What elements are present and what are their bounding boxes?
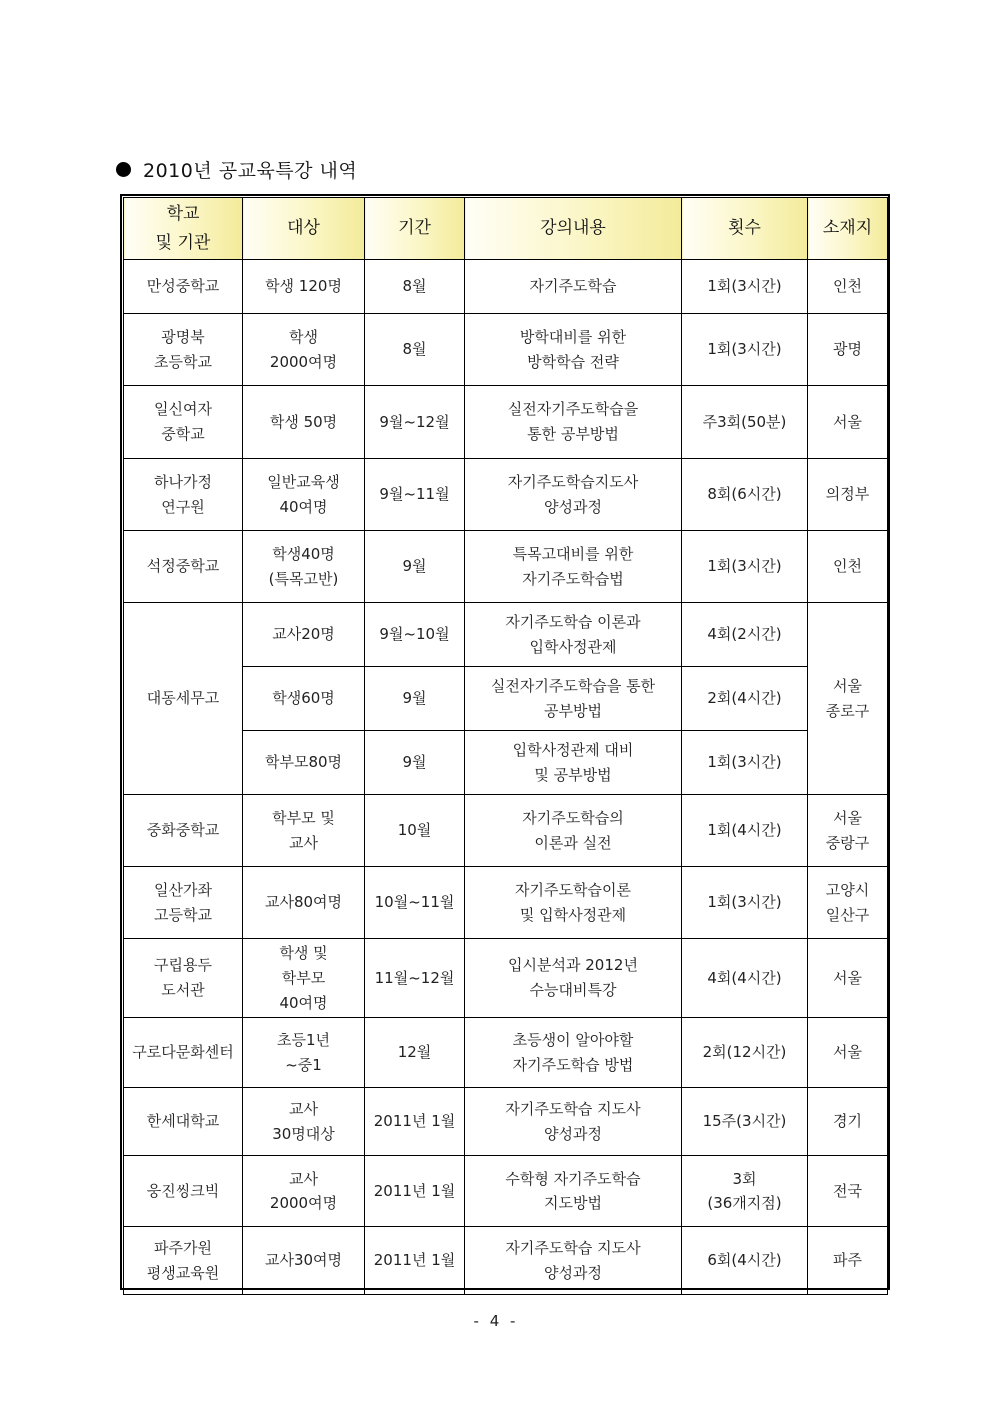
school-cell-line: 하나가정 xyxy=(154,472,212,491)
location-cell-line: 종로구 xyxy=(825,701,870,720)
school-cell-line: 평생교육원 xyxy=(146,1263,220,1282)
target-cell-line: 교사 xyxy=(289,833,318,852)
school-cell xyxy=(124,314,243,386)
count-cell xyxy=(682,531,808,603)
target-cell xyxy=(243,603,365,667)
count-cell xyxy=(682,1088,808,1156)
school-cell-line: 구로다문화센터 xyxy=(132,1043,234,1062)
table-row xyxy=(124,459,888,531)
target-cell xyxy=(243,1227,365,1295)
lecture-table-frame xyxy=(120,194,890,1290)
period-cell-line: 9월 xyxy=(402,689,427,708)
content-cell-line: 자기주도학습의 xyxy=(522,808,624,827)
school-cell xyxy=(124,260,243,314)
count-cell-line: 6회(4시간) xyxy=(707,1251,782,1270)
location-cell-line: 일산구 xyxy=(825,905,870,924)
content-cell-line: 방학학습 전략 xyxy=(527,352,619,371)
period-cell-line: 2011년 1월 xyxy=(373,1112,456,1131)
content-cell-line: 실전자기주도학습을 xyxy=(507,400,639,419)
period-cell xyxy=(365,731,465,795)
period-cell-line: 8월 xyxy=(402,340,427,359)
count-cell xyxy=(682,459,808,531)
content-cell xyxy=(465,531,682,603)
content-cell-line: 자기주도학습 방법 xyxy=(512,1055,634,1074)
header-content: 강의내용 xyxy=(465,198,682,260)
period-cell-line: 12월 xyxy=(397,1043,432,1062)
school-cell xyxy=(124,603,243,795)
target-cell xyxy=(243,1156,365,1227)
location-cell-line: 서울 xyxy=(833,1043,862,1062)
period-cell-line: 2011년 1월 xyxy=(373,1251,456,1270)
period-cell xyxy=(365,795,465,867)
location-cell-line: 전국 xyxy=(833,1181,862,1200)
content-cell xyxy=(465,795,682,867)
header-period: 기간 xyxy=(365,198,465,260)
count-cell-line: 1회(3시간) xyxy=(707,753,782,772)
target-cell xyxy=(243,939,365,1018)
table-row xyxy=(124,867,888,939)
count-cell-line: 15주(3시간) xyxy=(702,1112,787,1131)
period-cell xyxy=(365,1018,465,1088)
count-cell-line: 1회(4시간) xyxy=(707,821,782,840)
content-cell-line: 특목고대비를 위한 xyxy=(512,544,634,563)
content-cell xyxy=(465,603,682,667)
count-cell-line: (36개지점) xyxy=(707,1194,782,1213)
content-cell xyxy=(465,667,682,731)
content-cell-line: 및 입학사정관제 xyxy=(519,905,627,924)
target-cell-line: 교사 xyxy=(289,1100,318,1118)
school-cell-line: 대동세무고 xyxy=(146,689,220,708)
target-cell xyxy=(243,1088,365,1156)
location-cell-line: 서울 xyxy=(833,808,862,827)
target-cell-line: 2000여명 xyxy=(269,352,338,371)
school-cell-line: 웅진씽크빅 xyxy=(146,1181,220,1200)
content-cell xyxy=(465,1088,682,1156)
count-cell-line: 1회(3시간) xyxy=(707,277,782,296)
school-cell-line: 광명북 xyxy=(161,327,205,346)
count-cell-line: 4회(2시간) xyxy=(707,625,782,644)
content-cell-line: 수학형 자기주도학습 xyxy=(505,1169,641,1188)
school-cell xyxy=(124,1088,243,1156)
table-row xyxy=(124,386,888,459)
location-cell xyxy=(808,1156,888,1227)
content-cell-line: 지도방법 xyxy=(544,1194,602,1213)
count-cell-line: 3회 xyxy=(732,1169,757,1188)
table-row xyxy=(124,795,888,867)
content-cell-line: 자기주도학습지도사 xyxy=(507,472,639,491)
content-cell xyxy=(465,314,682,386)
target-cell-line: 학부모80명 xyxy=(264,753,343,772)
location-cell xyxy=(808,314,888,386)
school-cell-line: 초등학교 xyxy=(154,352,212,371)
period-cell xyxy=(365,459,465,531)
content-cell xyxy=(465,867,682,939)
target-cell xyxy=(243,867,365,939)
table-row xyxy=(124,1156,888,1227)
location-cell-line: 파주 xyxy=(833,1251,862,1270)
period-cell xyxy=(365,939,465,1018)
school-cell-line: 도서관 xyxy=(161,981,205,1000)
target-cell xyxy=(243,731,365,795)
target-cell-line: 40여명 xyxy=(279,497,328,516)
location-cell xyxy=(808,867,888,939)
target-cell xyxy=(243,667,365,731)
content-cell-line: 입학사정관제 xyxy=(529,637,617,656)
content-cell-line: 통한 공부방법 xyxy=(527,425,619,443)
school-cell-line: 일신여자 xyxy=(154,400,212,419)
location-cell-line: 인천 xyxy=(833,277,862,296)
content-cell xyxy=(465,1018,682,1088)
school-cell-line: 고등학교 xyxy=(154,905,212,924)
location-cell-line: 경기 xyxy=(833,1112,862,1131)
target-cell xyxy=(243,1018,365,1088)
content-cell xyxy=(465,939,682,1018)
period-cell-line: 9월~11월 xyxy=(379,485,450,504)
period-cell xyxy=(365,1227,465,1295)
target-cell-line: 40여명 xyxy=(279,993,328,1012)
target-cell xyxy=(243,386,365,459)
content-cell-line: 자기주도학습 이론과 xyxy=(505,612,641,631)
heading-text: 2010년 공교육특강 내역 xyxy=(143,159,358,182)
period-cell xyxy=(365,260,465,314)
count-cell xyxy=(682,731,808,795)
content-cell-line: 양성과정 xyxy=(544,1263,602,1282)
page-number: - 4 - xyxy=(473,1312,519,1330)
count-cell xyxy=(682,386,808,459)
target-cell xyxy=(243,314,365,386)
location-cell-line: 서울 xyxy=(833,968,862,987)
count-cell-line: 8회(6시간) xyxy=(707,485,782,504)
content-cell-line: 자기주도학습 지도사 xyxy=(505,1239,641,1257)
count-cell-line: 1회(3시간) xyxy=(707,340,782,359)
count-cell xyxy=(682,939,808,1018)
content-cell-line: 자기주도학습 xyxy=(529,277,617,296)
period-cell-line: 9월~10월 xyxy=(379,625,450,644)
content-cell-line: 실전자기주도학습을 통한 xyxy=(490,676,656,695)
period-cell xyxy=(365,1088,465,1156)
target-cell-line: 초등1년 xyxy=(276,1031,330,1049)
content-cell-line: 입학사정관제 대비 xyxy=(512,740,634,759)
target-cell-line: 교사20명 xyxy=(272,625,335,644)
content-cell-line: 자기주도학습이론 xyxy=(515,880,631,899)
school-cell xyxy=(124,795,243,867)
period-cell xyxy=(365,1156,465,1227)
content-cell-line: 양성과정 xyxy=(544,497,602,516)
school-cell xyxy=(124,1156,243,1227)
location-cell xyxy=(808,459,888,531)
content-cell-line: 수능대비특강 xyxy=(529,981,617,1000)
location-cell xyxy=(808,939,888,1018)
table-row xyxy=(124,314,888,386)
period-cell xyxy=(365,314,465,386)
location-cell xyxy=(808,795,888,867)
location-cell xyxy=(808,260,888,314)
target-cell xyxy=(243,459,365,531)
table-row xyxy=(124,1227,888,1295)
count-cell xyxy=(682,603,808,667)
school-cell-line: 한세대학교 xyxy=(146,1112,220,1131)
school-cell xyxy=(124,939,243,1018)
content-cell xyxy=(465,731,682,795)
location-cell xyxy=(808,531,888,603)
header-row xyxy=(124,198,888,260)
location-cell xyxy=(808,1018,888,1088)
target-cell-line: 일반교육생 xyxy=(267,472,340,491)
school-cell-line: 중학교 xyxy=(161,425,205,443)
period-cell xyxy=(365,386,465,459)
table-row xyxy=(124,531,888,603)
school-cell xyxy=(124,531,243,603)
period-cell-line: 8월 xyxy=(402,277,427,296)
content-cell-line: 초등생이 알아야할 xyxy=(512,1031,634,1049)
location-cell xyxy=(808,1227,888,1295)
count-cell xyxy=(682,867,808,939)
location-cell-line: 고양시 xyxy=(825,880,870,899)
content-cell-line: 자기주도학습법 xyxy=(522,569,624,588)
header-location: 소재지 xyxy=(808,198,888,260)
bullet-icon xyxy=(116,162,131,177)
target-cell-line: 학생 및 xyxy=(279,944,328,962)
count-cell-line: 1회(3시간) xyxy=(707,557,782,576)
table-row xyxy=(124,260,888,314)
target-cell-line: 학생40명 xyxy=(272,544,335,563)
header-count: 횟수 xyxy=(682,198,808,260)
period-cell-line: 2011년 1월 xyxy=(373,1181,456,1200)
count-cell-line: 1회(3시간) xyxy=(707,893,782,912)
location-cell-line: 의정부 xyxy=(825,485,870,504)
table-row xyxy=(124,1088,888,1156)
count-cell xyxy=(682,1156,808,1227)
target-cell-line: 학생 xyxy=(289,327,318,346)
content-cell-line: 이론과 실전 xyxy=(534,833,612,852)
content-cell xyxy=(465,1156,682,1227)
period-cell-line: 9월~12월 xyxy=(379,412,450,431)
school-cell-line: 연구원 xyxy=(161,497,205,516)
target-cell-line: ~중1 xyxy=(285,1055,322,1074)
count-cell xyxy=(682,1227,808,1295)
target-cell xyxy=(243,795,365,867)
school-cell xyxy=(124,867,243,939)
location-cell-line: 인천 xyxy=(833,557,862,576)
table-row xyxy=(124,939,888,1018)
content-cell-line: 및 공부방법 xyxy=(534,765,612,784)
school-cell xyxy=(124,386,243,459)
count-cell xyxy=(682,795,808,867)
target-cell-line: 교사 xyxy=(289,1169,318,1188)
period-cell xyxy=(365,603,465,667)
table-row xyxy=(124,1018,888,1088)
content-cell-line: 방학대비를 위한 xyxy=(519,327,627,346)
target-cell-line: 학부모 및 xyxy=(272,808,335,827)
content-cell-line: 입시분석과 2012년 xyxy=(508,956,638,975)
target-cell-line: 학생60명 xyxy=(272,689,335,708)
school-cell xyxy=(124,459,243,531)
target-cell-line: 학생 50명 xyxy=(269,412,338,431)
count-cell xyxy=(682,314,808,386)
target-cell-line: 2000여명 xyxy=(269,1194,338,1213)
count-cell xyxy=(682,1018,808,1088)
location-cell-line: 중랑구 xyxy=(825,833,870,852)
school-cell xyxy=(124,1018,243,1088)
period-cell-line: 9월 xyxy=(402,753,427,772)
location-cell xyxy=(808,603,888,795)
period-cell xyxy=(365,667,465,731)
content-cell xyxy=(465,260,682,314)
school-cell-line: 석정중학교 xyxy=(146,557,220,576)
target-cell-line: (특목고반) xyxy=(268,569,339,588)
period-cell-line: 9월 xyxy=(402,557,427,576)
count-cell xyxy=(682,667,808,731)
location-cell-line: 서울 xyxy=(833,412,862,431)
header-school: 학교 및 기관 xyxy=(124,198,243,260)
period-cell-line: 11월~12월 xyxy=(374,968,455,987)
location-cell xyxy=(808,1088,888,1156)
table-row xyxy=(124,603,888,667)
school-cell xyxy=(124,1227,243,1295)
content-cell-line: 공부방법 xyxy=(544,701,602,720)
header-target: 대상 xyxy=(243,198,365,260)
period-cell-line: 10월 xyxy=(397,821,432,840)
period-cell xyxy=(365,531,465,603)
location-cell xyxy=(808,386,888,459)
target-cell xyxy=(243,531,365,603)
target-cell xyxy=(243,260,365,314)
school-cell-line: 만성중학교 xyxy=(146,277,220,296)
school-cell-line: 일산가좌 xyxy=(154,880,212,899)
content-cell-line: 자기주도학습 지도사 xyxy=(505,1100,641,1118)
target-cell-line: 교사30여명 xyxy=(264,1251,343,1270)
count-cell xyxy=(682,260,808,314)
count-cell-line: 4회(4시간) xyxy=(707,968,782,987)
school-cell-line: 중화중학교 xyxy=(146,821,220,840)
school-cell-line: 구립용두 xyxy=(154,956,212,975)
count-cell-line: 2회(4시간) xyxy=(707,689,782,708)
count-cell-line: 주3회(50분) xyxy=(702,412,787,431)
school-cell-line: 파주가원 xyxy=(154,1239,212,1257)
target-cell-line: 교사80여명 xyxy=(264,893,343,912)
content-cell xyxy=(465,459,682,531)
target-cell-line: 학부모 xyxy=(281,968,326,987)
location-cell-line: 서울 xyxy=(833,676,862,695)
location-cell-line: 광명 xyxy=(833,340,862,359)
period-cell xyxy=(365,867,465,939)
lecture-table xyxy=(123,197,888,1295)
target-cell-line: 30명대상 xyxy=(272,1124,335,1143)
target-cell-line: 학생 120명 xyxy=(265,277,342,296)
period-cell-line: 10월~11월 xyxy=(374,893,455,912)
section-heading xyxy=(116,154,357,184)
content-cell-line: 양성과정 xyxy=(544,1124,602,1143)
content-cell xyxy=(465,386,682,459)
count-cell-line: 2회(12시간) xyxy=(702,1043,787,1062)
content-cell xyxy=(465,1227,682,1295)
